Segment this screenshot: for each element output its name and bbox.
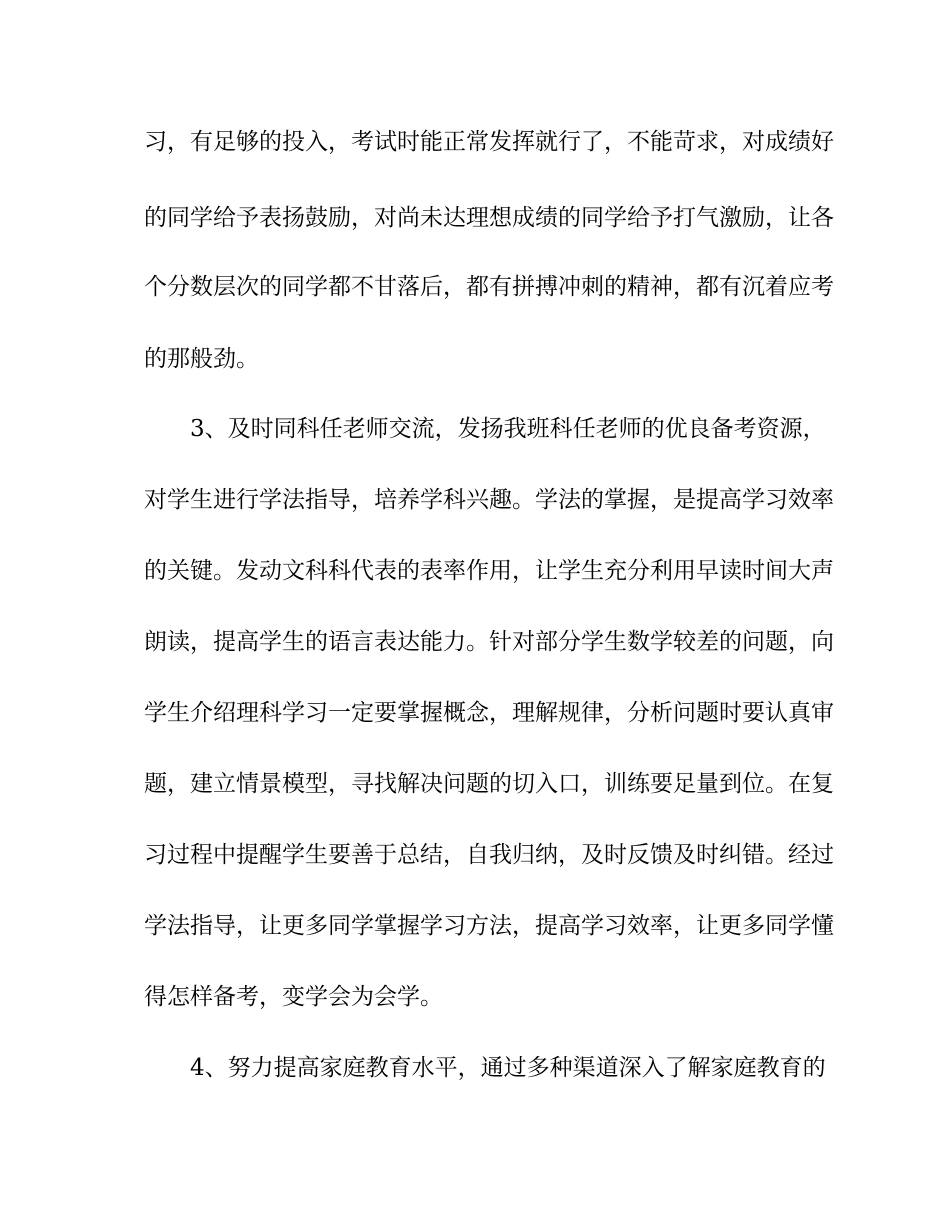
text-line-8: 朗读，提高学生的语言表达能力。针对部分学生数学较差的问题，向 [144, 629, 834, 655]
text-line-6: 对学生进行学法指导，培养学科兴趣。学法的掌握，是提高学习效率 [144, 487, 834, 513]
text-line-10: 题，建立情景模型，寻找解决问题的切入口，训练要足量到位。在复 [144, 771, 834, 797]
text-line-7: 的关键。发动文科科代表的表率作用，让学生充分利用早读时间大声 [144, 558, 834, 584]
text-line-4: 的那般劲。 [144, 346, 259, 372]
text-line-13: 得怎样备考，变学会为会学。 [144, 984, 443, 1010]
text-line-9: 学生介绍理科学习一定要掌握概念，理解规律，分析问题时要认真审 [144, 700, 834, 726]
paragraph-3-first-line: 3、及时同科任老师交流，发扬我班科任老师的优良备考资源， [190, 416, 826, 442]
text-line-2: 的同学给予表扬鼓励，对尚未达理想成绩的同学给予打气激励，让各 [144, 205, 834, 231]
paragraph-4-first-line: 4、努力提高家庭教育水平，通过多种渠道深入了解家庭教育的 [190, 1055, 826, 1081]
text-line-11: 习过程中提醒学生要善于总结，自我归纳，及时反馈及时纠错。经过 [144, 842, 834, 868]
text-line-3: 个分数层次的同学都不甘落后，都有拼搏冲刺的精神，都有沉着应考 [144, 274, 834, 300]
text-line-1: 习，有足够的投入，考试时能正常发挥就行了，不能苛求，对成绩好 [144, 129, 834, 155]
text-line-12: 学法指导，让更多同学掌握学习方法，提高学习效率，让更多同学懂 [144, 913, 834, 939]
